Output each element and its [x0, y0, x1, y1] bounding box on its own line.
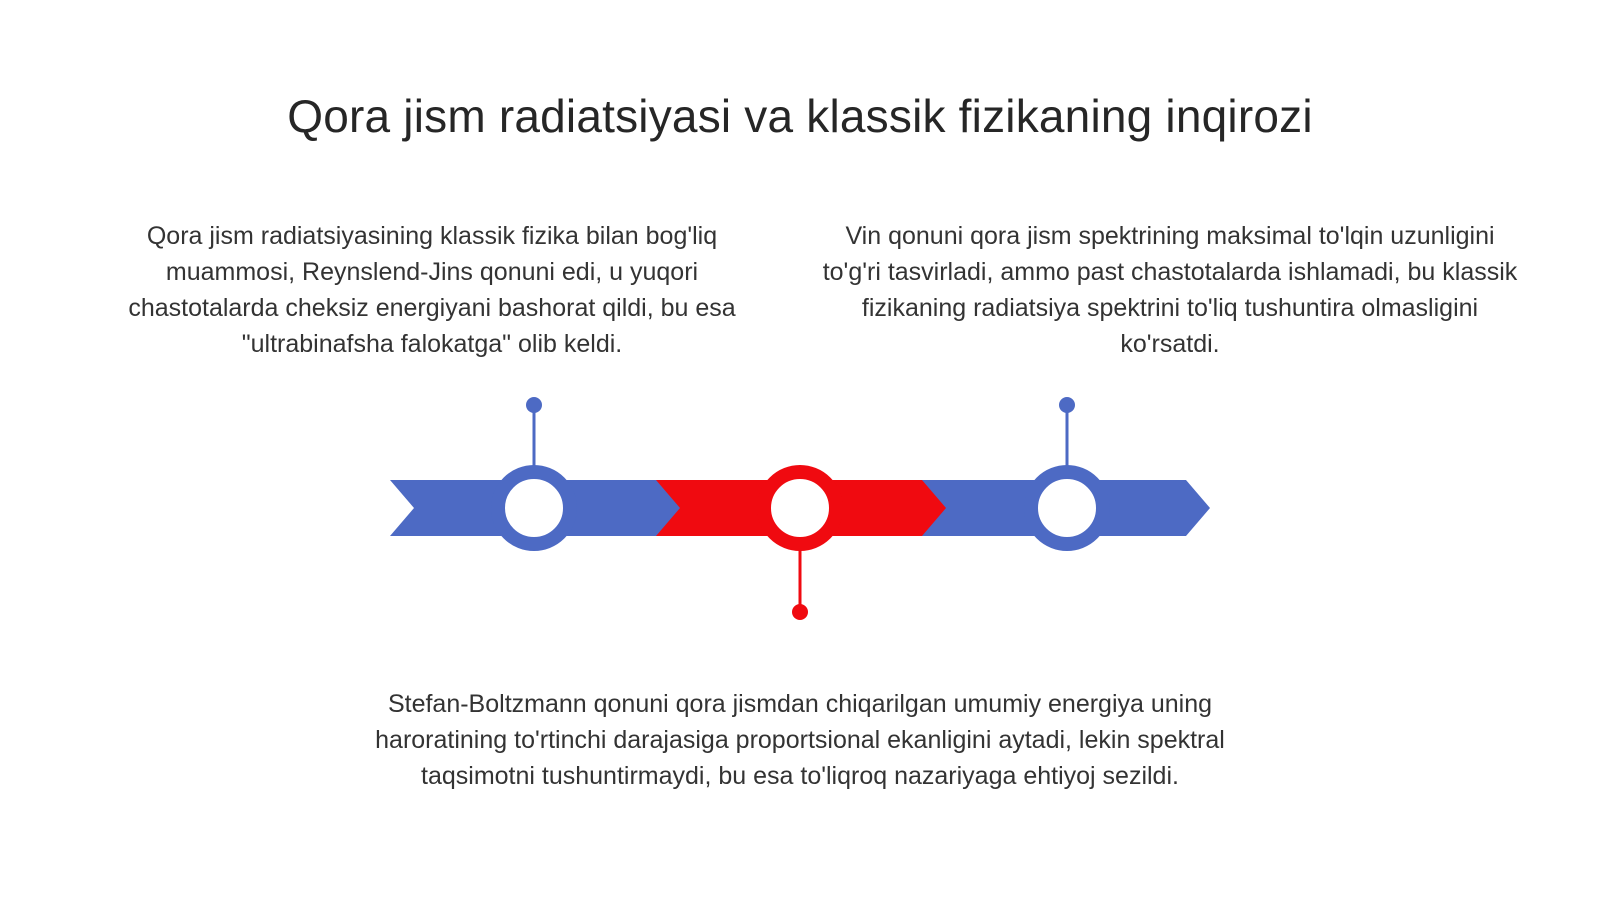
timeline-pin-dot-2 [792, 604, 808, 620]
timeline-marker-3-center [1047, 488, 1087, 528]
timeline-text-stefan-boltzmann: Stefan-Boltzmann qonuni qora jismdan chiqarilgan umumiy energiya uning haroratining to'rtinchi darajasiga proportsional ekanligini aytadi, lekin spektral taqsimotni tushuntirmaydi, bu esa to'liqroq nazariyaga ehtiyoj sezildi. [375, 690, 1225, 790]
timeline-pin-dot-1 [526, 397, 542, 413]
timeline-marker-1-center [514, 488, 554, 528]
timeline-text-rayleigh-jeans: Qora jism radiatsiyasining klassik fizika bilan bog'liq muammosi, Reynslend-Jins qonuni edi, u yuqori chastotalarda cheksiz energiyani bashorat qildi, bu esa "ultrabinafsha falokatga" olib keldi. [128, 222, 736, 358]
timeline-pin-dot-3 [1059, 397, 1075, 413]
timeline-text-wien: Vin qonuni qora jism spektrining maksimal to'lqin uzunligini to'g'ri tasvirladi, ammo past chastotalarda ishlamadi, bu klassik fizikaning radiatsiya spektrini to'liq tushuntira olmasligini ko'rsatdi. [822, 222, 1518, 358]
slide-title: Qora jism radiatsiyasi va klassik fizikaning inqirozi [287, 89, 1313, 142]
timeline-marker-2-center [780, 488, 820, 528]
